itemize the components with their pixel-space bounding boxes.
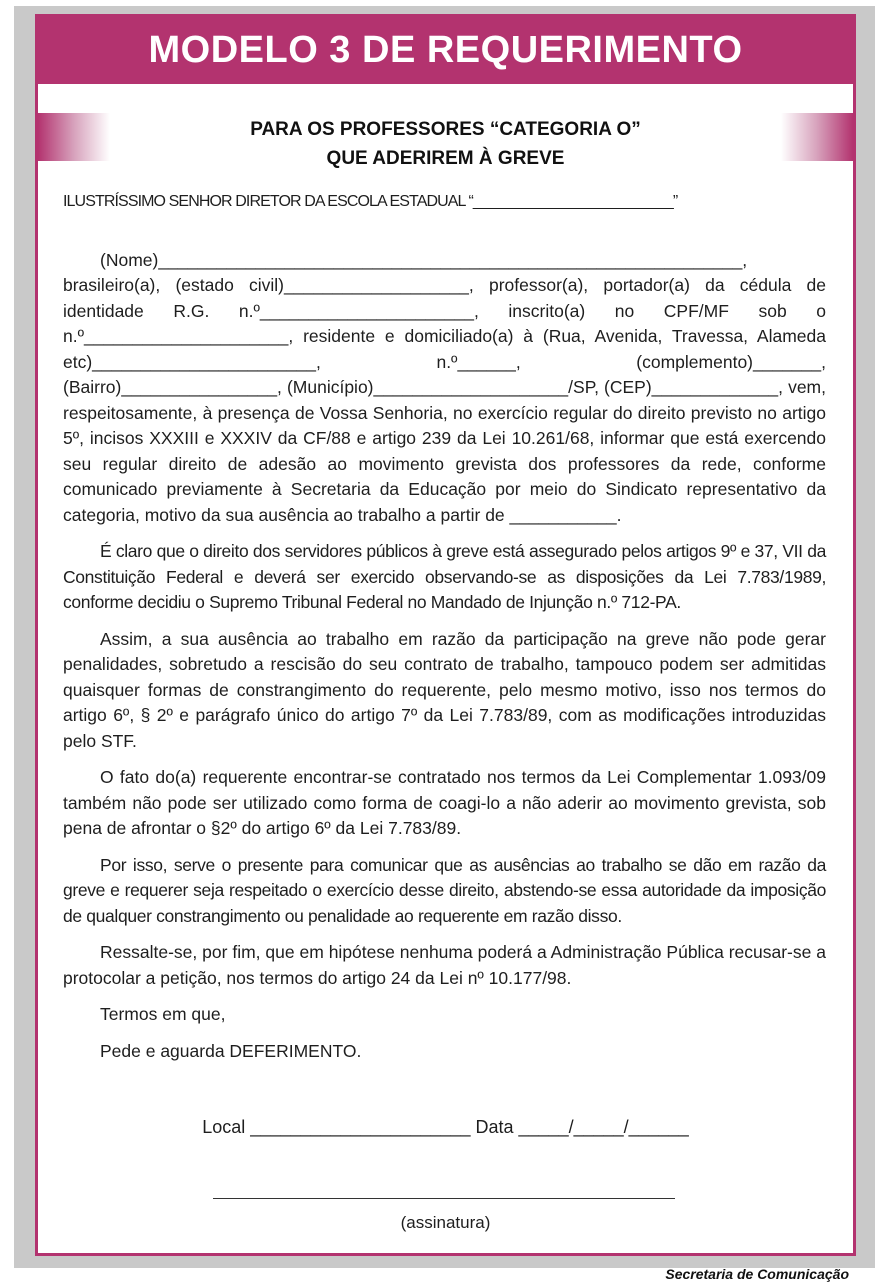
- closing-deferment: Pede e aguarda DEFERIMENTO.: [100, 1040, 362, 1061]
- subtitle: [38, 115, 853, 173]
- paragraph-request: Por isso, serve o presente para comunicar que as ausências ao trabalho se dão em razão da greve e requerer seja respeitado o exercício desse direito, abstendo-se essa autoridade da imposição de qualquer constrangimento ou penalidade ao requerente em razão disso.: [63, 854, 826, 926]
- paragraph-identification: (Nome)____________________________________________________________, brasileiro(a), (estado civil)___________________, professor(a), portador(a) da cédula de identidade R.G. n.º______________________, inscrito(a) no CPF/MF sob o n.º_____________________, residente e domiciliado(a) à (Rua, Avenida, Travessa, Alameda etc)_______________________, n.º______, (complemento)_______, (Bairro)________________, (Município)____________________/SP, (CEP)_____________, vem, respeitosamente, à presença de Vossa Senhoria, no exercício regular do direito previsto no artigo 5º, incisos XXXIII e XXXIV da CF/88 e artigo 239 da Lei 10.261/68, informar que está exercendo seu regular direito de adesão ao movimento grevista dos professores da rede, conforme comunicado previamente à Secretaria da Educação por meio do Sindicato representativo da categoria, motivo da sua ausência ao trabalho a partir de ___________.: [63, 249, 826, 525]
- paragraph-constitution: É claro que o direito dos servidores públicos à greve está assegurado pelos artigos 9º e 37, VII da Constituição Federal e deverá ser exercido observando-se as disposições da Lei 7.783/1989, conforme decidiu o Supremo Tribunal Federal no Mandado de Injunção n.º 712-PA.: [63, 541, 826, 612]
- signature-line: [213, 1198, 675, 1199]
- document-body: [63, 189, 826, 1064]
- document-frame: [35, 14, 856, 1256]
- paragraph-penalties: Assim, a sua ausência ao trabalho em razão da participação na greve não pode gerar penalidades, sobretudo a rescisão do seu contrato de trabalho, tampouco podem ser admitidas quaisquer formas de constrangimento do requerente, pelo mesmo motivo, isso nos termos do artigo 6º, § 2º e parágrafo único do artigo 7º da Lei 7.783/89, com as modificações introduzidas pelo STF.: [63, 628, 826, 751]
- signature-label: (assinatura): [400, 1213, 491, 1232]
- paragraph-protocol: Ressalte-se, por fim, que em hipótese nenhuma poderá a Administração Pública recusar-se a protocolar a petição, nos termos do artigo 24 da Lei nº 10.177/98.: [63, 942, 826, 988]
- subtitle-line-2: QUE ADERIREM À GREVE: [326, 148, 565, 169]
- page-title: MODELO 3 DE REQUERIMENTO: [38, 17, 853, 84]
- local-date-line: Local ______________________ Data _____/_____/______: [202, 1117, 689, 1137]
- footer-credit: Secretaria de Comunicação: [665, 1266, 849, 1282]
- addressee-line: ILUSTRÍSSIMO SENHOR DIRETOR DA ESCOLA ESTADUAL “_________________________”: [63, 193, 678, 210]
- paragraph-contract: O fato do(a) requerente encontrar-se contratado nos termos da Lei Complementar 1.093/09 também não pode ser utilizado como forma de coagi-lo a não aderir ao movimento grevista, sob pena de afrontar o §2º do artigo 6º da Lei 7.783/89.: [63, 767, 826, 838]
- subtitle-line-1: PARA OS PROFESSORES “CATEGORIA O”: [250, 119, 641, 140]
- closing-terms: Termos em que,: [100, 1004, 226, 1024]
